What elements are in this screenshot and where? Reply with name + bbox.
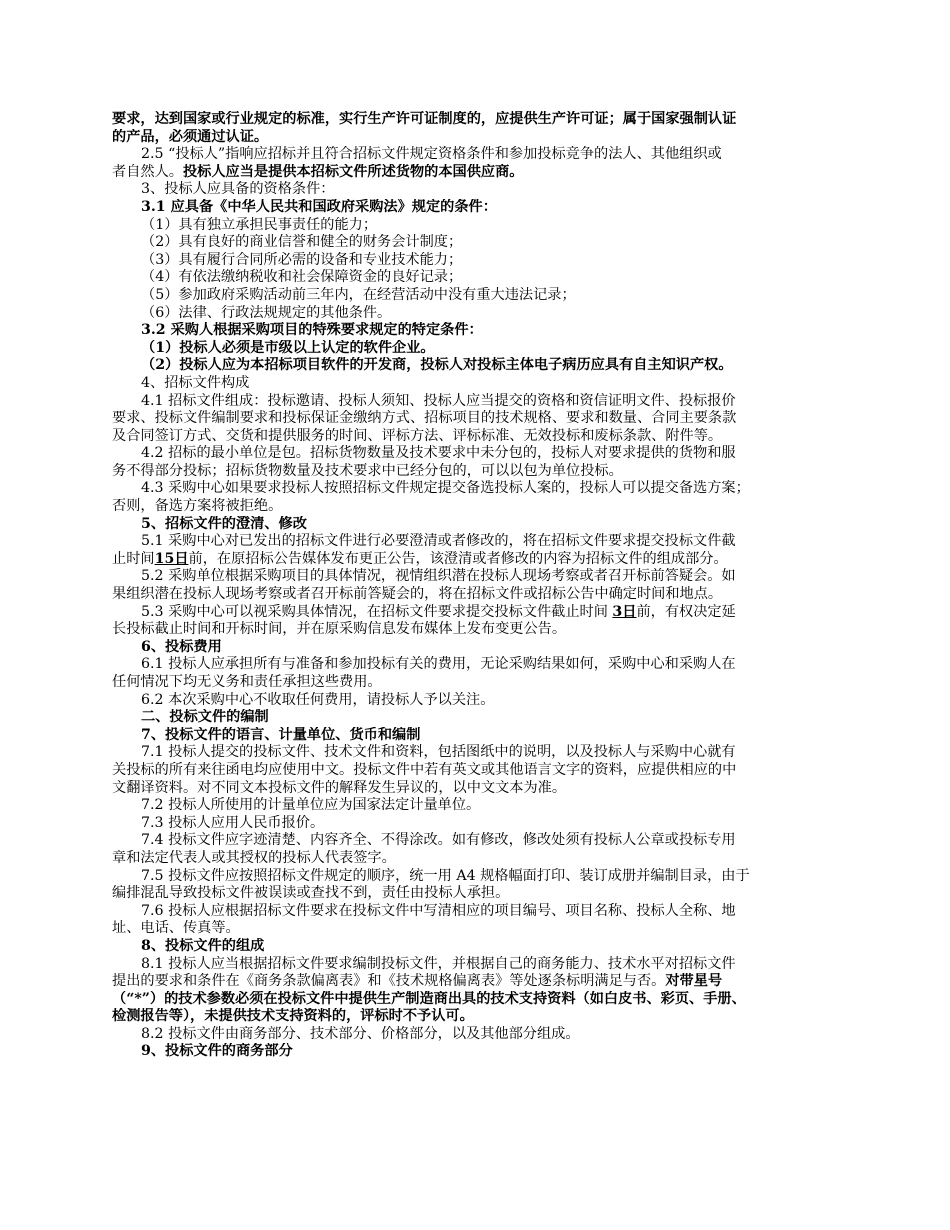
- bold-text: 二、投标文件的编制: [141, 709, 269, 726]
- bold-text: 7、投标文件的语言、计量单位、货币和编制: [141, 726, 421, 743]
- text-run: （6）法律、行政法规规定的其他条件。: [141, 304, 392, 321]
- bold-text: （1）投标人必须是市级以上认定的软件企业。: [141, 339, 435, 356]
- text-run: 者自然人。: [112, 163, 183, 180]
- text-line: [112, 322, 838, 340]
- text-line: [112, 692, 838, 710]
- text-line: [112, 269, 838, 287]
- text-run: 6.1 投标人应承担所有与准备和参加投标有关的费用，无论采购结果如何，采购中心和采购人在: [141, 656, 736, 673]
- bold-text: 6、投标费用: [141, 638, 222, 655]
- text-run: 7.3 投标人应用人民币报价。: [141, 814, 325, 831]
- text-run: 果组织潜在投标人现场考察或者召开标前答疑会的，将在招标文件或招标公告中确定时间和地点。: [112, 586, 723, 603]
- text-run: 编排混乱导致投标文件被误读或查找不到，责任由投标人承担。: [112, 885, 510, 902]
- underlined-text: 3日: [612, 603, 637, 620]
- text-run: 提出的要求和条件在《商务条款偏离表》和《技术规格偏离表》等处逐条标明满足与否。: [112, 973, 666, 990]
- document-body: [112, 111, 838, 1061]
- bold-text: 8、投标文件的组成: [141, 937, 265, 954]
- text-line: [112, 797, 838, 815]
- bold-text: 3.2 采购人根据采购项目的特殊要求规定的特定条件：: [141, 322, 483, 339]
- text-line: [112, 938, 838, 956]
- text-run: 7.5 投标文件应按照招标文件规定的顺序，统一用 A4 规格幅面打印、装订成册并编制目录，由于: [141, 867, 750, 884]
- text-line: [112, 146, 838, 164]
- text-line: [112, 780, 838, 798]
- text-run: 5.1 采购中心对已发出的招标文件进行必要澄清或者修改的，将在招标文件要求提交投标文件截: [141, 533, 736, 550]
- text-run: 7.1 投标人提交的投标文件、技术文件和资料，包括图纸中的说明，以及投标人与采购中心就有: [141, 744, 736, 761]
- bold-text: 对带星号: [665, 973, 723, 990]
- text-line: [112, 287, 838, 305]
- bold-text: （“*”）的技术参数必须在投标文件中提供生产制造商出具的技术支持资料（如白皮书、彩页、手册、: [112, 990, 746, 1007]
- text-run: 及合同签订方式、交货和提供服务的时间、评标方法、评标标准、无效投标和废标条款、附件等。: [112, 427, 723, 444]
- text-line: [112, 674, 838, 692]
- text-line: [112, 410, 838, 428]
- text-line: [112, 991, 838, 1009]
- text-line: [112, 920, 838, 938]
- text-line: [112, 480, 838, 498]
- text-line: [112, 340, 838, 358]
- text-line: [112, 744, 838, 762]
- text-run: （2）具有良好的商业信誉和健全的财务会计制度；: [141, 234, 463, 251]
- text-line: [112, 709, 838, 727]
- text-line: [112, 516, 838, 534]
- text-run: 6.2 本次采购中心不收取任何费用，请投标人予以关注。: [141, 691, 495, 708]
- text-line: [112, 1026, 838, 1044]
- text-run: 务不得部分投标；招标货物数量及技术要求中已经分包的，可以以包为单位投标。: [112, 462, 623, 479]
- text-run: 8.2 投标文件由商务部分、技术部分、价格部分，以及其他部分组成。: [141, 1025, 580, 1042]
- bold-text: 3.1 应具备《中华人民共和国政府采购法》规定的条件：: [141, 198, 497, 215]
- text-run: 8.1 投标人应当根据招标文件要求编制投标文件，并根据自己的商务能力、技术水平对招标文件: [141, 955, 736, 972]
- text-run: 5.3 采购中心可以视采购具体情况，在招标文件要求提交投标文件截止时间: [141, 603, 613, 620]
- text-line: [112, 1043, 838, 1061]
- text-line: [112, 639, 838, 657]
- text-line: [112, 463, 838, 481]
- text-line: [112, 903, 838, 921]
- text-line: [112, 199, 838, 217]
- text-line: [112, 305, 838, 323]
- bold-text: 的产品，必须通过认证。: [112, 128, 269, 145]
- text-run: 7.6 投标人应根据招标文件要求在投标文件中写清相应的项目编号、项目名称、投标人全称、地: [141, 902, 736, 919]
- text-line: [112, 445, 838, 463]
- text-line: [112, 973, 838, 991]
- text-line: [112, 428, 838, 446]
- text-line: [112, 956, 838, 974]
- text-run: 长投标截止时间和开标时间，并在原采购信息发布媒体上发布变更公告。: [112, 621, 567, 638]
- text-run: 要求、投标文件编制要求和投标保证金缴纳方式、招标项目的技术规格、要求和数量、合同主要条款: [112, 410, 737, 427]
- text-run: 址、电话、传真等。: [112, 920, 240, 937]
- text-line: [112, 604, 838, 622]
- text-line: [112, 568, 838, 586]
- text-line: [112, 129, 838, 147]
- text-line: [112, 551, 838, 569]
- text-line: [112, 656, 838, 674]
- bold-text: 5、招标文件的澄清、修改: [141, 515, 307, 532]
- text-run: 止时间: [112, 550, 155, 567]
- text-line: [112, 621, 838, 639]
- text-line: [112, 217, 838, 235]
- text-line: [112, 762, 838, 780]
- text-line: [112, 815, 838, 833]
- text-line: [112, 498, 838, 516]
- text-line: [112, 832, 838, 850]
- text-run: 3、投标人应具备的资格条件：: [141, 181, 335, 198]
- text-run: 文翻译资料。对不同文本投标文件的解释发生异议的，以中文文本为准。: [112, 779, 567, 796]
- text-line: [112, 375, 838, 393]
- text-run: 4、招标文件构成: [141, 374, 250, 391]
- text-line: [112, 357, 838, 375]
- text-run: （1）具有独立承担民事责任的能力；: [141, 216, 378, 233]
- bold-text: 要求，达到国家或行业规定的标准，实行生产许可证制度的，应提供生产许可证；属于国家强制认证: [112, 111, 737, 127]
- text-line: [112, 868, 838, 886]
- text-line: [112, 1008, 838, 1026]
- bold-text: 投标人应当是提供本招标文件所述货物的本国供应商。: [182, 163, 524, 180]
- text-run: （4）有依法缴纳税收和社会保障资金的良好记录；: [141, 269, 463, 286]
- text-run: 7.4 投标文件应字迹清楚、内容齐全、不得涂改。如有修改，修改处须有投标人公章或投标专用: [141, 832, 736, 849]
- text-run: （3）具有履行合同所必需的设备和专业技术能力；: [141, 251, 463, 268]
- text-line: [112, 111, 838, 129]
- bold-text: 9、投标文件的商务部分: [141, 1043, 293, 1060]
- text-line: [112, 727, 838, 745]
- text-line: [112, 850, 838, 868]
- text-run: 2.5 “投标人”指响应招标并且符合招标文件规定资格条件和参加投标竞争的法人、其他组织或: [141, 146, 722, 163]
- text-run: 4.3 采购中心如果要求投标人按照招标文件规定提交备选投标人案的，投标人可以提交备选方案；: [141, 480, 750, 497]
- text-line: [112, 586, 838, 604]
- text-run: 4.2 招标的最小单位是包。招标货物数量及技术要求中未分包的，投标人对要求提供的货物和服: [141, 445, 736, 462]
- text-run: 4.1 招标文件组成：投标邀请、投标人须知、投标人应当提交的资格和资信证明文件、投标报价: [141, 392, 736, 409]
- text-run: 7.2 投标人所使用的计量单位应为国家法定计量单位。: [141, 797, 481, 814]
- underlined-text: 15日: [154, 550, 189, 567]
- text-run: （5）参加政府采购活动前三年内，在经营活动中没有重大违法记录；: [141, 286, 576, 303]
- text-run: 5.2 采购单位根据采购项目的具体情况，视情组织潜在投标人现场考察或者召开标前答疑会。如: [141, 568, 736, 585]
- text-line: [112, 885, 838, 903]
- bold-text: 检测报告等），未提供技术支持资料的，评标时不予认可。: [112, 1008, 474, 1025]
- text-line: [112, 533, 838, 551]
- text-run: 前，在原招标公告媒体发布更正公告，该澄清或者修改的内容为招标文件的组成部分。: [188, 550, 728, 567]
- bold-text: （2）投标人应为本招标项目软件的开发商，投标人对投标主体电子病历应具有自主知识产权。: [141, 357, 733, 374]
- text-run: 章和法定代表人或其授权的投标人代表签字。: [112, 849, 396, 866]
- text-line: [112, 164, 838, 182]
- text-line: [112, 393, 838, 411]
- text-run: 任何情况下均无义务和责任承担这些费用。: [112, 674, 382, 690]
- text-line: [112, 252, 838, 270]
- text-run: 前，有权决定延: [636, 603, 736, 620]
- text-run: 关投标的所有来往函电均应使用中文。投标文件中若有英文或其他语言文字的资料，应提供相应的中: [112, 761, 737, 778]
- text-line: [112, 181, 838, 199]
- text-run: 否则，备选方案将被拒绝。: [112, 498, 283, 515]
- text-line: [112, 234, 838, 252]
